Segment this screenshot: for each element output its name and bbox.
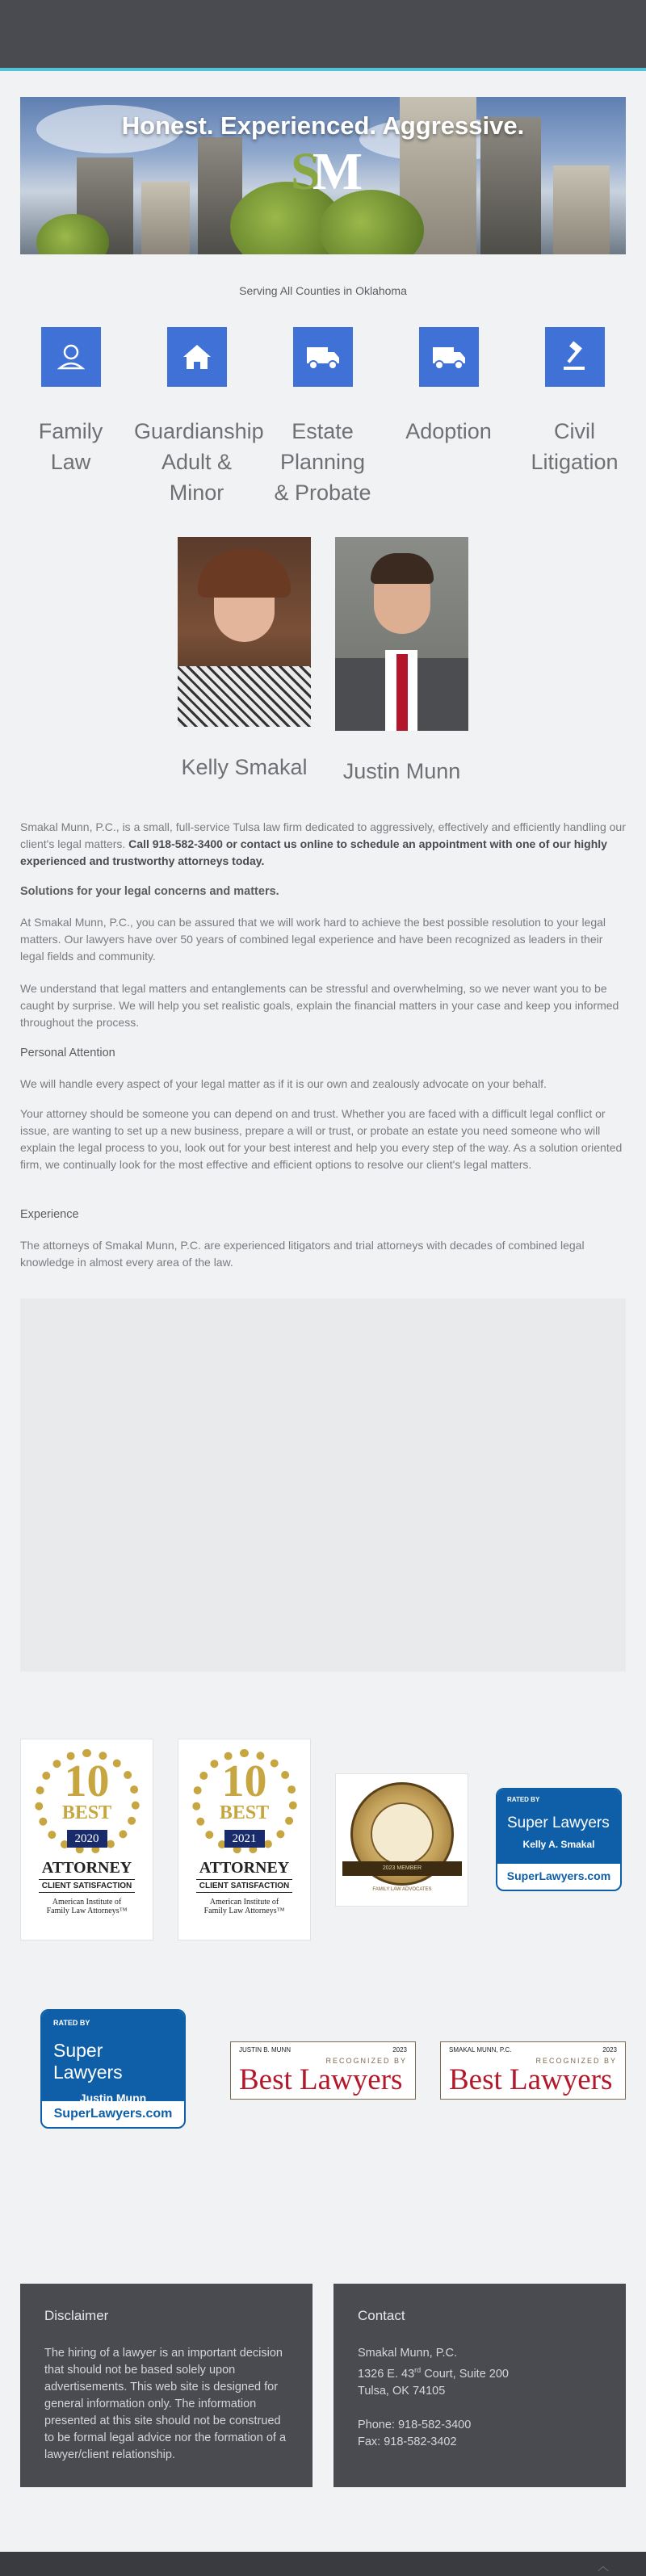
best10-badge-2021[interactable]: 10 BEST 2021 ATTORNEY CLIENT SATISFACTION American Institute of Family Law Attorneys™ <box>178 1739 311 1940</box>
tie-shape <box>396 654 408 731</box>
hero-title: Honest. Experienced. Aggressive. <box>121 111 525 140</box>
paragraph: At Smakal Munn, P.C., you can be assured that we will work hard to achieve the best possible resolution to your legal matters. Our lawyers have over 50 years of combined legal experience and have been recognized as leaders in their legal fields and community. <box>20 916 606 963</box>
address-line-2: Tulsa, OK 74105 <box>358 2384 446 2398</box>
back-to-top-icon[interactable]: ︿ <box>598 2560 609 2573</box>
hero-building <box>141 182 190 254</box>
practice-tile[interactable] <box>167 327 227 387</box>
practice-tile[interactable] <box>545 327 605 387</box>
attorney-name[interactable]: Justin Munn <box>342 759 461 783</box>
hero-building <box>553 166 610 254</box>
best10-badge-2020[interactable]: 10 BEST 2020 ATTORNEY CLIENT SATISFACTION American Institute of Family Law Attorneys™ <box>20 1739 153 1940</box>
hair-shape <box>198 549 291 598</box>
contact-title: Contact <box>358 2308 405 2323</box>
service-area-text: Serving All Counties in Oklahoma <box>239 284 407 297</box>
truck-icon <box>305 341 341 373</box>
firm-logo[interactable] <box>291 141 358 203</box>
user-icon <box>55 341 87 373</box>
practice-family-law[interactable] <box>8 327 133 477</box>
phone-link[interactable]: Phone: 918-582-3400 <box>358 2418 472 2431</box>
bestlawyers-badge-munn[interactable]: JUSTIN B. MUNN 2023 RECOGNIZED BY Best Lawyers <box>230 2041 416 2100</box>
practice-label: Guardianship Adult & Minor <box>134 419 264 505</box>
practice-adoption[interactable] <box>386 327 511 447</box>
truck-icon <box>431 341 467 373</box>
superlawyers-badge-justin[interactable]: RATED BY Super Lawyers Justin Munn SuperLawyers.com <box>40 2009 186 2129</box>
disclaimer-box <box>20 2284 313 2487</box>
section-heading: Personal Attention <box>20 1047 115 1059</box>
bestlawyers-badge-firm[interactable]: SMAKAL MUNN, P.C. 2023 RECOGNIZED BY Best Lawyers <box>440 2041 626 2100</box>
attorney-advocates-seal[interactable]: 2023 MEMBER FAMILY LAW ADVOCATES <box>335 1773 468 1907</box>
disclaimer-title: Disclaimer <box>44 2308 109 2323</box>
section-heading: Solutions for your legal concerns and matters. <box>20 885 279 898</box>
section-heading: Experience <box>20 1208 79 1221</box>
paragraph: We will handle every aspect of your legal matter as if it is our own and zealously advocate on your behalf. <box>20 1077 547 1090</box>
practice-estate-planning[interactable] <box>260 327 385 508</box>
address-line-1: 1326 E. 43rd Court, Suite 200 <box>358 2366 509 2381</box>
attorney-photo[interactable] <box>178 537 311 727</box>
fax-number: Fax: 918-582-3402 <box>358 2435 457 2448</box>
practice-civil-litigation[interactable] <box>512 327 637 477</box>
contact-box <box>333 2284 626 2487</box>
hair-shape <box>371 553 434 584</box>
logo-letter-s: S <box>291 142 316 201</box>
superlawyers-badge-kelly[interactable]: RATED BY Super Lawyers Kelly A. Smakal SuperLawyers.com <box>496 1788 622 1891</box>
gavel-icon <box>559 341 591 373</box>
laurel-wreath: 10 BEST 2021 <box>192 1749 297 1854</box>
intro-paragraph: Smakal Munn, P.C., is a small, full-service Tulsa law firm dedicated to aggressively, effectively and efficiently handling our client's legal matters. Call 918-582-3400 or contact us online to schedule an appointment with one of our highly experienced and trustworthy attorneys today. <box>20 820 626 867</box>
firm-name: Smakal Munn, P.C. <box>358 2347 458 2360</box>
disclaimer-text: The hiring of a lawyer is an important decision that should not be based solely upon advertisements. This web site is designed for general information only. The information presented at this site should not be construed to be formal legal advice nor the formation of a lawyer/client relationship. <box>44 2347 287 2461</box>
practice-tile[interactable] <box>293 327 353 387</box>
laurel-wreath: 10 BEST 2020 <box>35 1749 140 1854</box>
practice-guardianship[interactable] <box>134 327 264 508</box>
practice-tile[interactable] <box>41 327 101 387</box>
practice-label: Family Law <box>38 419 103 474</box>
practice-label: Civil Litigation <box>531 419 619 474</box>
practice-tile[interactable] <box>419 327 479 387</box>
paragraph: Your attorney should be someone you can depend on and trust. Whether you are faced with a difficult legal conflict or issue, are wanting to set up a new business, prepare a will or trust, or probate an estate you need someone who will explain the legal process to you, look out for your best interest and help you every step of the way. As a solution oriented firm, we continually look for the most effective and efficient options to resolve our client's legal matters. <box>20 1107 623 1171</box>
hero-banner <box>20 97 626 254</box>
dress-shape <box>178 666 311 727</box>
site-footer-bar <box>0 2552 646 2576</box>
attorney-photo[interactable] <box>335 537 468 731</box>
home-icon <box>180 340 214 374</box>
logo-letter-m: M <box>312 142 359 201</box>
attorney-card-justin[interactable] <box>335 537 468 783</box>
paragraph: We understand that legal matters and entanglements can be stressful and overwhelming, so we never want you to be caught by surprise. We will help you set realistic goals, explain the financial matters in your case and keep you informed throughout the process. <box>20 982 619 1029</box>
scales-of-justice-icon <box>371 1802 434 1865</box>
site-header <box>0 0 646 71</box>
practice-label: Estate Planning & Probate <box>274 419 371 505</box>
attorney-name[interactable]: Kelly Smakal <box>181 755 308 779</box>
embedded-map[interactable] <box>20 1298 626 1672</box>
attorney-card-kelly[interactable] <box>178 537 311 779</box>
call-to-action-link[interactable]: Call 918-582-3400 or contact us online to schedule an appointment with one of our highly experienced and trustworthy attorneys today. <box>20 837 607 867</box>
practice-label: Adoption <box>405 419 492 443</box>
paragraph: The attorneys of Smakal Munn, P.C. are experienced litigators and trial attorneys with decades of combined legal knowledge in almost every area of the law. <box>20 1239 585 1269</box>
